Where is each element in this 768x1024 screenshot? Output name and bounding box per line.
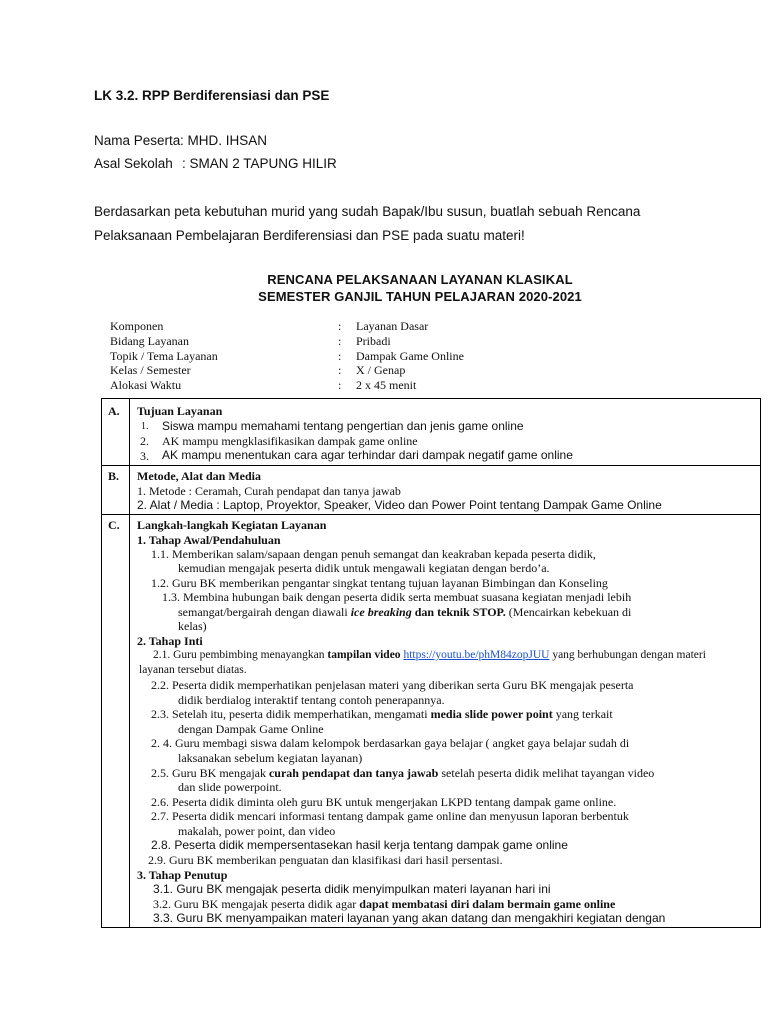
meta-label: Topik / Tema Layanan bbox=[110, 349, 218, 363]
step-text: 1.1. Memberikan salam/sapaan dengan penuh semangat dan keakraban kepada peserta didik, bbox=[151, 547, 596, 561]
instruction-line-1: Berdasarkan peta kebutuhan murid yang sudah Bapak/Ibu susun, buatlah sebuah Rencana bbox=[94, 204, 641, 219]
stop-technique-term: dan teknik STOP. bbox=[411, 605, 506, 619]
meta-label: Bidang Layanan bbox=[110, 334, 189, 348]
step-text-part: 2.3. Setelah itu, peserta didik memperhatikan, mengamati bbox=[151, 707, 431, 721]
school-value: : SMAN 2 TAPUNG HILIR bbox=[182, 156, 337, 171]
step-text bbox=[153, 649, 706, 661]
meta-colon: : bbox=[338, 319, 342, 333]
step-text: makalah, power point, dan video bbox=[178, 824, 336, 838]
meta-colon: : bbox=[338, 349, 342, 363]
step-text-part: setelah peserta didik melihat tayangan video bbox=[438, 766, 655, 780]
meta-value: 2 x 45 menit bbox=[356, 378, 417, 392]
meta-value: Dampak Game Online bbox=[356, 349, 464, 363]
step-text-part: 2.5. Guru BK mengajak bbox=[151, 766, 269, 780]
meta-label: Komponen bbox=[110, 319, 164, 333]
limit-gaming-term: dapat membatasi diri dalam bermain game online bbox=[359, 897, 616, 911]
step-text: dan slide powerpoint. bbox=[178, 780, 282, 794]
list-item-number: 3. bbox=[140, 449, 149, 463]
discussion-term: curah pendapat dan tanya jawab bbox=[268, 766, 439, 780]
plan-title-1: RENCANA PELAKSANAAN LAYANAN KLASIKAL bbox=[267, 272, 573, 287]
section-c-cell bbox=[130, 399, 760, 927]
meta-value: Layanan Dasar bbox=[356, 319, 429, 333]
step-text: 3.1. Guru BK mengajak peserta didik menyimpulkan materi layanan hari ini bbox=[153, 882, 551, 896]
stage-heading: 3. Tahap Penutup bbox=[137, 868, 228, 882]
step-text: dengan Dampak Game Online bbox=[178, 722, 324, 736]
step-text-part: yang terkait bbox=[552, 707, 613, 721]
meta-colon: : bbox=[338, 334, 342, 348]
step-text bbox=[178, 605, 631, 620]
step-text-part: (Mencairkan kebekuan di bbox=[505, 605, 632, 619]
meta-colon: : bbox=[338, 363, 342, 377]
slide-term: media slide power point bbox=[430, 707, 553, 721]
stage-heading: 2. Tahap Inti bbox=[137, 634, 203, 648]
meta-label: Alokasi Waktu bbox=[110, 378, 182, 392]
step-text: 2.8. Peserta didik mempersentasekan hasil kerja tentang dampak game online bbox=[151, 838, 568, 852]
document-title: LK 3.2. RPP Berdiferensiasi dan PSE bbox=[94, 88, 330, 103]
participant-name-label: Nama Peserta bbox=[94, 133, 181, 148]
method-item: 1. Metode : Ceramah, Curah pendapat dan tanya jawab bbox=[137, 484, 401, 498]
meta-value: Pribadi bbox=[356, 334, 391, 348]
list-item: AK mampu mengklasifikasikan dampak game online bbox=[162, 434, 418, 448]
step-text bbox=[151, 707, 613, 722]
media-item: 2. Alat / Media : Laptop, Proyektor, Speaker, Video dan Power Point tentang Dampak Game Online bbox=[137, 498, 662, 512]
step-text: 3.3. Guru BK menyampaikan materi layanan yang akan datang dan mengakhiri kegiatan dengan bbox=[153, 911, 666, 925]
step-text-part: yang berhubungan dengan materi bbox=[549, 649, 706, 661]
list-item-number: 1. bbox=[141, 421, 149, 432]
list-item-number: 2. bbox=[140, 434, 149, 448]
step-text: layanan tersebut diatas. bbox=[139, 664, 247, 676]
section-a-heading: Tujuan Layanan bbox=[137, 404, 223, 418]
list-item: Siswa mampu memahami tentang pengertian dan jenis game online bbox=[162, 419, 524, 433]
section-c-letter: C. bbox=[108, 518, 120, 532]
step-text: 1.2. Guru BK memberikan pengantar singkat tentang tujuan layanan Bimbingan dan Konseling bbox=[151, 576, 608, 590]
step-text: 2.6. Peserta didik diminta oleh guru BK untuk mengerjakan LKPD tentang dampak game online. bbox=[151, 795, 617, 809]
step-text bbox=[151, 766, 654, 781]
step-text: kelas) bbox=[178, 619, 207, 633]
step-text-part: semangat/bergairah dengan diawali bbox=[178, 605, 351, 619]
meta-colon: : bbox=[338, 378, 342, 392]
participant-name-value: : MHD. IHSAN bbox=[180, 133, 268, 148]
list-item: AK mampu menentukan cara agar terhindar dari dampak negatif game online bbox=[162, 448, 573, 462]
school-label: Asal Sekolah bbox=[94, 156, 173, 171]
step-text: didik berdialog interaktif tentang contoh penerapannya. bbox=[178, 693, 445, 707]
video-link[interactable]: https://youtu.be/phM84zopJUU bbox=[403, 649, 550, 661]
step-text bbox=[153, 897, 615, 912]
video-term: tampilan video bbox=[327, 649, 401, 661]
step-text: kemudian mengajak peserta didik untuk mengawali kegiatan dengan berdo’a. bbox=[178, 561, 550, 575]
ice-breaking-term: ice breaking bbox=[350, 605, 412, 619]
plan-title-2: SEMESTER GANJIL TAHUN PELAJARAN 2020-2021 bbox=[258, 289, 582, 304]
section-b-heading: Metode, Alat dan Media bbox=[137, 469, 261, 483]
meta-value: X / Genap bbox=[356, 363, 406, 377]
step-text-part: 3.2. Guru BK mengajak peserta didik agar bbox=[153, 897, 360, 911]
meta-label: Kelas / Semester bbox=[110, 363, 191, 377]
stage-heading: 1. Tahap Awal/Pendahuluan bbox=[137, 533, 281, 547]
step-text-part: 2.1. Guru pembimbing menayangkan bbox=[153, 649, 328, 661]
instruction-line-2: Pelaksanaan Pembelajaran Berdiferensiasi dan PSE pada suatu materi! bbox=[94, 228, 525, 243]
section-b-letter: B. bbox=[108, 469, 120, 483]
step-text: 1.3. Membina hubungan baik dengan peserta didik serta membuat suasana kegiatan menjadi lebih bbox=[162, 590, 632, 604]
step-text: laksanakan sebelum kegiatan layanan) bbox=[178, 751, 363, 765]
step-text: 2. 4. Guru membagi siswa dalam kelompok berdasarkan gaya belajar ( angket gaya belajar sudah di bbox=[151, 736, 630, 750]
step-text: 2.7. Peserta didik mencari informasi tentang dampak game online dan menyusun laporan berbentuk bbox=[151, 809, 629, 823]
section-a-letter: A. bbox=[108, 404, 120, 418]
section-c-heading: Langkah-langkah Kegiatan Layanan bbox=[137, 518, 327, 532]
step-text: 2.9. Guru BK memberikan penguatan dan klasifikasi dari hasil persentasi. bbox=[148, 853, 503, 867]
step-text: 2.2. Peserta didik memperhatikan penjelasan materi yang diberikan serta Guru BK mengajak peserta bbox=[151, 678, 634, 692]
